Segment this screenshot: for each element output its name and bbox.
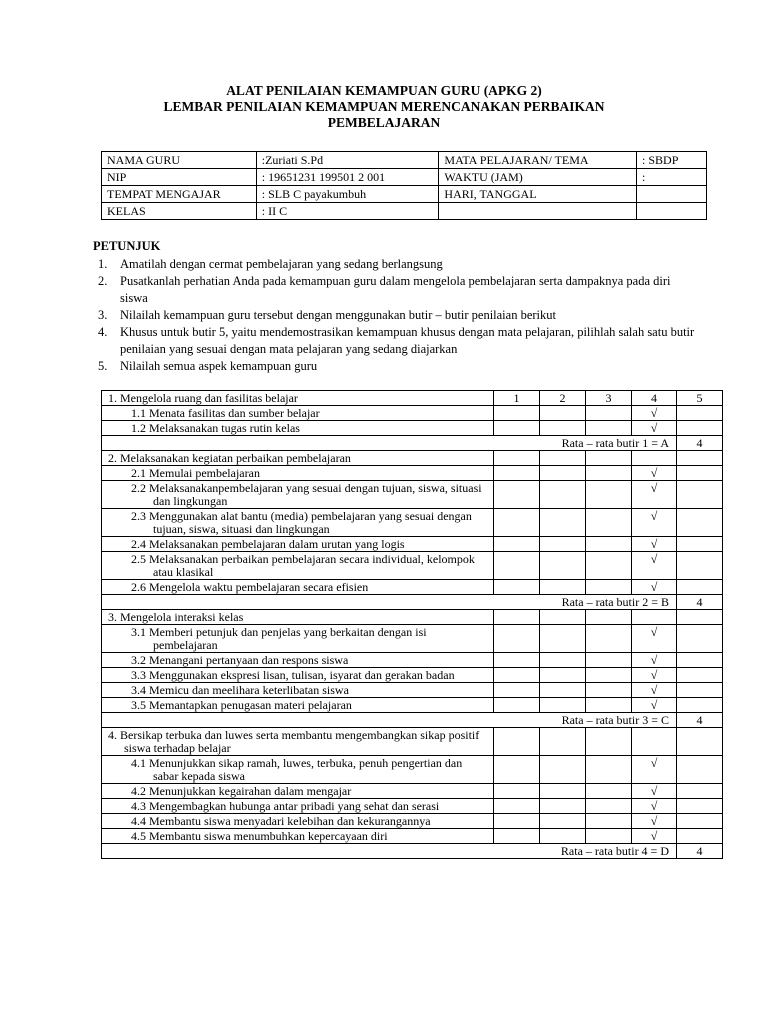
- item-label-content: [131, 467, 489, 480]
- score-check-mark: √: [632, 406, 677, 421]
- score-cell: [677, 451, 723, 466]
- score-cell: [494, 784, 540, 799]
- average-label: Rata – rata butir 4 = D: [102, 844, 677, 859]
- score-check-mark: √: [632, 466, 677, 481]
- item-number: 3.2: [131, 653, 146, 667]
- score-cell: [494, 728, 540, 756]
- score-cell: [586, 406, 632, 421]
- item-label: [102, 784, 494, 799]
- item-label: [102, 814, 494, 829]
- item-label-content: [131, 482, 489, 508]
- item-number: 2.1: [131, 466, 146, 480]
- item-text: Membantu siswa menumbuhkan kepercayaan diri: [149, 829, 388, 843]
- section-title: [102, 391, 494, 406]
- score-cell: [494, 481, 540, 509]
- info-value2: :: [637, 169, 707, 186]
- item-label: [102, 625, 494, 653]
- item-label: [102, 668, 494, 683]
- item-label-content: [131, 581, 489, 594]
- average-value: 4: [677, 844, 723, 859]
- score-check-mark: √: [632, 668, 677, 683]
- score-cell: [540, 698, 586, 713]
- item-row: [102, 756, 723, 784]
- score-cell: [586, 421, 632, 436]
- score-cell: [677, 653, 723, 668]
- item-number: 2.4: [131, 537, 146, 551]
- item-row: [102, 814, 723, 829]
- score-cell: [586, 653, 632, 668]
- item-row: [102, 552, 723, 580]
- item-row: [102, 668, 723, 683]
- info-row: [102, 152, 707, 169]
- score-cell: [586, 610, 632, 625]
- score-cell: [494, 610, 540, 625]
- score-cell: [494, 625, 540, 653]
- instruction-number: 5.: [98, 359, 108, 373]
- section-row: [102, 610, 723, 625]
- teacher-info-table: [101, 151, 707, 220]
- score-cell: [586, 466, 632, 481]
- item-text: Menunjukkan sikap ramah, luwes, terbuka, penuh pengertian dan sabar kepada siswa: [149, 756, 463, 783]
- score-cell: [677, 683, 723, 698]
- score-cell: [540, 625, 586, 653]
- score-cell: [494, 829, 540, 844]
- instruction-number: 3.: [98, 308, 108, 322]
- item-label-content: [131, 510, 489, 536]
- info-label1: NIP: [102, 169, 257, 186]
- item-number: 2.6: [131, 580, 146, 594]
- score-cell: [586, 668, 632, 683]
- instruction-text: Amatilah dengan cermat pembelajaran yang sedang berlangsung: [120, 257, 443, 271]
- instructions-list: [93, 255, 693, 375]
- section-title: [102, 610, 494, 625]
- score-cell: [586, 698, 632, 713]
- section-title-text: 1. Mengelola ruang dan fasilitas belajar: [108, 391, 298, 405]
- score-cell: [540, 481, 586, 509]
- item-label-content: [131, 830, 489, 843]
- average-row: [102, 844, 723, 859]
- item-text: Memulai pembelajaran: [149, 466, 260, 480]
- score-cell: [540, 406, 586, 421]
- average-row: [102, 595, 723, 610]
- item-text: Menggunakan alat bantu (media) pembelajaran yang sesuai dengan tujuan, siswa, situasi dan lingkungan: [149, 509, 472, 536]
- item-text: Memberi petunjuk dan penjelas yang berkaitan dengan isi pembelajaran: [149, 625, 427, 652]
- item-number: 3.5: [131, 698, 146, 712]
- instructions-heading: PETUNJUK: [93, 239, 161, 253]
- score-cell: [540, 610, 586, 625]
- item-number: 1.1: [131, 406, 146, 420]
- item-text: Membantu siswa menyadari kelebihan dan kekurangannya: [149, 814, 431, 828]
- score-cell: [540, 756, 586, 784]
- score-cell: [494, 552, 540, 580]
- info-value1: : II C: [256, 203, 439, 220]
- score-cell: [586, 481, 632, 509]
- score-check-mark: √: [632, 552, 677, 580]
- title-line-2: LEMBAR PENILAIAN KEMAMPUAN MERENCANAKAN PERBAIKAN: [163, 99, 605, 114]
- score-cell: [586, 537, 632, 552]
- score-cell: [677, 466, 723, 481]
- score-cell: [586, 580, 632, 595]
- section-title-text: 2. Melaksanakan kegiatan perbaikan pembelajaran: [108, 451, 351, 465]
- score-cell: [677, 799, 723, 814]
- average-value: 4: [677, 436, 723, 451]
- info-value1: : 19651231 199501 2 001: [256, 169, 439, 186]
- item-label: [102, 756, 494, 784]
- score-check-mark: √: [632, 653, 677, 668]
- item-label-content: [131, 626, 489, 652]
- document-title: [0, 83, 768, 131]
- instruction-item: [98, 273, 698, 306]
- instruction-number: 4.: [98, 325, 108, 339]
- item-text: Memantapkan penugasan materi pelajaran: [149, 698, 352, 712]
- score-cell: [677, 610, 723, 625]
- item-number: 2.5: [131, 552, 146, 566]
- score-cell: [586, 799, 632, 814]
- item-row: [102, 698, 723, 713]
- item-label-content: [131, 684, 489, 697]
- score-cell: [677, 537, 723, 552]
- item-label-content: [131, 699, 489, 712]
- item-label: [102, 799, 494, 814]
- section-title: [102, 451, 494, 466]
- item-row: [102, 466, 723, 481]
- score-cell: [540, 421, 586, 436]
- score-cell: [494, 653, 540, 668]
- score-cell: [540, 537, 586, 552]
- score-cell: [494, 698, 540, 713]
- item-label: [102, 698, 494, 713]
- score-cell: [677, 698, 723, 713]
- section-title-text: 3. Mengelola interaksi kelas: [108, 610, 244, 624]
- item-label-content: [131, 757, 489, 783]
- item-label-content: [131, 800, 489, 813]
- average-row: [102, 713, 723, 728]
- item-row: [102, 509, 723, 537]
- item-row: [102, 406, 723, 421]
- item-text: Menunjukkan kegairahan dalam mengajar: [149, 784, 352, 798]
- section-row: [102, 728, 723, 756]
- score-cell: [540, 683, 586, 698]
- instruction-text: Nilailah semua aspek kemampuan guru: [120, 359, 318, 373]
- item-label-content: [131, 815, 489, 828]
- item-label: [102, 537, 494, 552]
- item-label: [102, 829, 494, 844]
- item-label: [102, 406, 494, 421]
- info-label1: TEMPAT MENGAJAR: [102, 186, 257, 203]
- info-value2: [637, 186, 707, 203]
- score-cell: [586, 829, 632, 844]
- score-cell: [494, 421, 540, 436]
- score-cell: [586, 784, 632, 799]
- item-label: [102, 653, 494, 668]
- score-cell: [540, 552, 586, 580]
- item-row: [102, 683, 723, 698]
- score-check-mark: √: [632, 580, 677, 595]
- score-cell: [494, 509, 540, 537]
- item-row: [102, 580, 723, 595]
- score-cell: [494, 580, 540, 595]
- item-number: 3.1: [131, 625, 146, 639]
- item-number: 4.3: [131, 799, 146, 813]
- score-cell: [540, 653, 586, 668]
- item-text: Melaksanakan perbaikan pembelajaran secara individual, kelompok atau klasikal: [149, 552, 475, 579]
- item-label: [102, 421, 494, 436]
- score-cell: [494, 814, 540, 829]
- score-cell: [540, 466, 586, 481]
- score-cell: [586, 683, 632, 698]
- score-cell: [540, 799, 586, 814]
- title-line-1: ALAT PENILAIAN KEMAMPUAN GURU (APKG 2): [226, 83, 542, 98]
- score-cell: [632, 451, 677, 466]
- score-cell: [677, 668, 723, 683]
- item-label-content: [131, 407, 489, 420]
- score-check-mark: √: [632, 698, 677, 713]
- instruction-item: [98, 255, 698, 273]
- item-text: Mengembagkan hubunga antar pribadi yang sehat dan serasi: [149, 799, 440, 813]
- score-check-mark: √: [632, 537, 677, 552]
- score-cell: [677, 728, 723, 756]
- score-cell: [677, 625, 723, 653]
- average-label: Rata – rata butir 3 = C: [102, 713, 677, 728]
- score-check-mark: √: [632, 625, 677, 653]
- instruction-number: 1.: [98, 257, 108, 271]
- item-label: [102, 466, 494, 481]
- score-check-mark: √: [632, 509, 677, 537]
- item-label: [102, 580, 494, 595]
- item-label: [102, 552, 494, 580]
- score-cell: [677, 509, 723, 537]
- average-value: 4: [677, 595, 723, 610]
- item-number: 1.2: [131, 421, 146, 435]
- score-check-mark: √: [632, 784, 677, 799]
- score-cell: [540, 814, 586, 829]
- score-cell: [586, 509, 632, 537]
- info-row: [102, 203, 707, 220]
- score-cell: [677, 756, 723, 784]
- item-number: 4.4: [131, 814, 146, 828]
- average-value: 4: [677, 713, 723, 728]
- item-text: Melaksanakan pembelajaran dalam urutan yang logis: [149, 537, 405, 551]
- score-cell: [540, 728, 586, 756]
- item-row: [102, 481, 723, 509]
- info-label2: MATA PELAJARAN/ TEMA: [439, 152, 637, 169]
- section-row: [102, 391, 723, 406]
- score-cell: [540, 580, 586, 595]
- info-label2: [439, 203, 637, 220]
- info-value1: :Zuriati S.Pd: [256, 152, 439, 169]
- item-number: 3.3: [131, 668, 146, 682]
- item-text: Memicu dan meelihara keterlibatan siswa: [149, 683, 349, 697]
- score-cell: [677, 406, 723, 421]
- instruction-text: Khusus untuk butir 5, yaitu mendemostrasikan kemampuan khusus dengan mata pelajaran, pilihlah salah satu butir penilaian yang sesuai dengan mata pelajaran yang sedang diajarkan: [120, 325, 695, 356]
- score-cell: [586, 552, 632, 580]
- item-label-content: [131, 785, 489, 798]
- score-cell: [677, 784, 723, 799]
- score-cell: [586, 451, 632, 466]
- score-cell: [677, 421, 723, 436]
- item-label-content: [131, 669, 489, 682]
- score-cell: [494, 799, 540, 814]
- item-text: Menangani pertanyaan dan respons siswa: [149, 653, 349, 667]
- info-value2: : SBDP: [637, 152, 707, 169]
- instruction-item: [98, 306, 698, 324]
- info-value1: : SLB C payakumbuh: [256, 186, 439, 203]
- score-cell: [494, 406, 540, 421]
- score-cell: [586, 728, 632, 756]
- score-cell: [494, 466, 540, 481]
- score-cell: [677, 580, 723, 595]
- score-cell: [677, 481, 723, 509]
- score-cell: [632, 610, 677, 625]
- average-label: Rata – rata butir 1 = A: [102, 436, 677, 451]
- item-label: [102, 683, 494, 698]
- item-text: Menggunakan ekspresi lisan, tulisan, isyarat dan gerakan badan: [149, 668, 455, 682]
- score-cell: [494, 683, 540, 698]
- score-cell: [540, 829, 586, 844]
- score-cell: [677, 552, 723, 580]
- score-check-mark: √: [632, 814, 677, 829]
- info-value2: [637, 203, 707, 220]
- info-label1: NAMA GURU: [102, 152, 257, 169]
- score-cell: [632, 728, 677, 756]
- score-cell: [586, 756, 632, 784]
- instruction-item: [98, 324, 698, 357]
- info-label2: HARI, TANGGAL: [439, 186, 637, 203]
- item-row: [102, 653, 723, 668]
- score-check-mark: √: [632, 756, 677, 784]
- item-label-content: [131, 654, 489, 667]
- instruction-number: 2.: [98, 274, 108, 288]
- score-cell: [586, 625, 632, 653]
- score-check-mark: √: [632, 829, 677, 844]
- score-header: 5: [677, 391, 723, 406]
- score-header: 4: [632, 391, 677, 406]
- item-row: [102, 784, 723, 799]
- item-label-content: [131, 553, 489, 579]
- info-label1: KELAS: [102, 203, 257, 220]
- instruction-item: [98, 357, 698, 375]
- score-header: 2: [540, 391, 586, 406]
- item-number: 2.3: [131, 509, 146, 523]
- score-cell: [494, 756, 540, 784]
- item-row: [102, 829, 723, 844]
- average-label: Rata – rata butir 2 = B: [102, 595, 677, 610]
- section-row: [102, 451, 723, 466]
- item-row: [102, 537, 723, 552]
- score-check-mark: √: [632, 421, 677, 436]
- item-number: 4.5: [131, 829, 146, 843]
- assessment-table: [101, 390, 723, 859]
- instructions: [93, 237, 693, 375]
- info-row: [102, 186, 707, 203]
- score-cell: [540, 784, 586, 799]
- item-number: 2.2: [131, 481, 146, 495]
- score-header: 1: [494, 391, 540, 406]
- item-text: Menata fasilitas dan sumber belajar: [149, 406, 320, 420]
- info-row: [102, 169, 707, 186]
- item-text: Melaksanakan tugas rutin kelas: [149, 421, 300, 435]
- item-text: Mengelola waktu pembelajaran secara efisien: [149, 580, 369, 594]
- score-cell: [677, 829, 723, 844]
- score-cell: [494, 668, 540, 683]
- score-cell: [540, 509, 586, 537]
- score-check-mark: √: [632, 683, 677, 698]
- score-cell: [586, 814, 632, 829]
- average-row: [102, 436, 723, 451]
- score-check-mark: √: [632, 481, 677, 509]
- score-cell: [540, 668, 586, 683]
- title-line-3: PEMBELAJARAN: [327, 115, 441, 130]
- score-cell: [540, 451, 586, 466]
- item-number: 4.2: [131, 784, 146, 798]
- item-number: 4.1: [131, 756, 146, 770]
- item-text: Melaksanakanpembelajaran yang sesuai dengan tujuan, siswa, situasi dan lingkungan: [149, 481, 482, 508]
- instruction-text: Pusatkanlah perhatian Anda pada kemampuan guru dalam mengelola pembelajaran serta dampaknya pada diri siswa: [120, 274, 671, 305]
- score-check-mark: √: [632, 799, 677, 814]
- section-title: [102, 728, 494, 756]
- score-cell: [494, 537, 540, 552]
- item-row: [102, 625, 723, 653]
- score-header: 3: [586, 391, 632, 406]
- score-cell: [494, 451, 540, 466]
- info-label2: WAKTU (JAM): [439, 169, 637, 186]
- score-cell: [677, 814, 723, 829]
- instruction-text: Nilailah kemampuan guru tersebut dengan menggunakan butir – butir penilaian berikut: [120, 308, 556, 322]
- item-label: [102, 509, 494, 537]
- item-number: 3.4: [131, 683, 146, 697]
- item-label-content: [131, 422, 489, 435]
- section-title-text: 4. Bersikap terbuka dan luwes serta membantu mengembangkan sikap positif siswa terhadap belajar: [108, 728, 480, 755]
- item-row: [102, 799, 723, 814]
- item-label-content: [131, 538, 489, 551]
- item-row: [102, 421, 723, 436]
- item-label: [102, 481, 494, 509]
